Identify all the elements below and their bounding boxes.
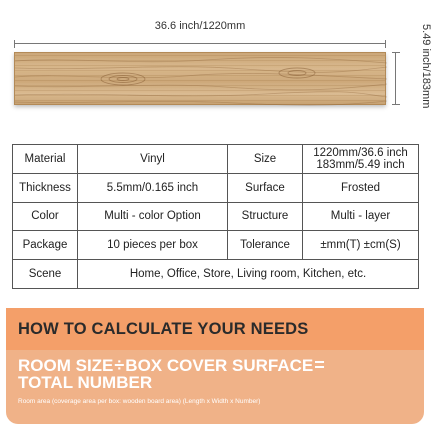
plank-height-dimension-line bbox=[392, 52, 400, 105]
spec-value: 5.5mm/0.165 inch bbox=[78, 173, 228, 202]
specifications-table bbox=[12, 144, 419, 289]
spec-value: Vinyl bbox=[78, 145, 228, 174]
formula-term-box-cover: BOX COVER SURFACE bbox=[125, 356, 314, 375]
spec-value: Multi - layer bbox=[303, 202, 419, 231]
spec-key: Color bbox=[13, 202, 78, 231]
scene-value: Home, Office, Store, Living room, Kitchen, etc. bbox=[78, 260, 419, 289]
plank-height-label-wrap bbox=[418, 24, 432, 124]
equals-icon: = bbox=[314, 355, 325, 375]
spec-key: Scene bbox=[13, 260, 78, 289]
calculation-card bbox=[6, 308, 424, 424]
table-row bbox=[13, 260, 419, 289]
wood-grain-pattern bbox=[15, 53, 387, 106]
size-value-line: 1220mm/36.6 inch bbox=[313, 146, 408, 159]
table-row bbox=[13, 231, 419, 260]
divide-icon: ÷ bbox=[114, 355, 125, 375]
formula-result: TOTAL NUMBER bbox=[18, 373, 153, 392]
plank-width-dimension-line bbox=[14, 40, 386, 48]
spec-value: ±mm(T) ±cm(S) bbox=[303, 231, 419, 260]
spec-key: Package bbox=[13, 231, 78, 260]
spec-key: Thickness bbox=[13, 173, 78, 202]
wood-plank-image bbox=[14, 52, 386, 105]
formula-note: Room area (coverage area per box: wooden board area) (Length x Width x Number) bbox=[18, 398, 261, 405]
spec-key: Surface bbox=[228, 173, 303, 202]
formula-term-room-size: ROOM SIZE bbox=[18, 356, 114, 375]
spec-value bbox=[303, 145, 419, 174]
spec-key: Material bbox=[13, 145, 78, 174]
plank-width-label: 36.6 inch/1220mm bbox=[154, 20, 246, 32]
card-heading: HOW TO CALCULATE YOUR NEEDS bbox=[18, 320, 309, 338]
spec-key: Tolerance bbox=[228, 231, 303, 260]
plank-height-label: 5.49 inch/183mm bbox=[420, 24, 432, 109]
table-row bbox=[13, 173, 419, 202]
spec-value: Multi - color Option bbox=[78, 202, 228, 231]
spec-key: Structure bbox=[228, 202, 303, 231]
table-row bbox=[13, 202, 419, 231]
spec-value: 10 pieces per box bbox=[78, 231, 228, 260]
table-row bbox=[13, 145, 419, 174]
size-value-line: 183mm/5.49 inch bbox=[316, 158, 405, 171]
spec-key: Size bbox=[228, 145, 303, 174]
spec-value: Frosted bbox=[303, 173, 419, 202]
